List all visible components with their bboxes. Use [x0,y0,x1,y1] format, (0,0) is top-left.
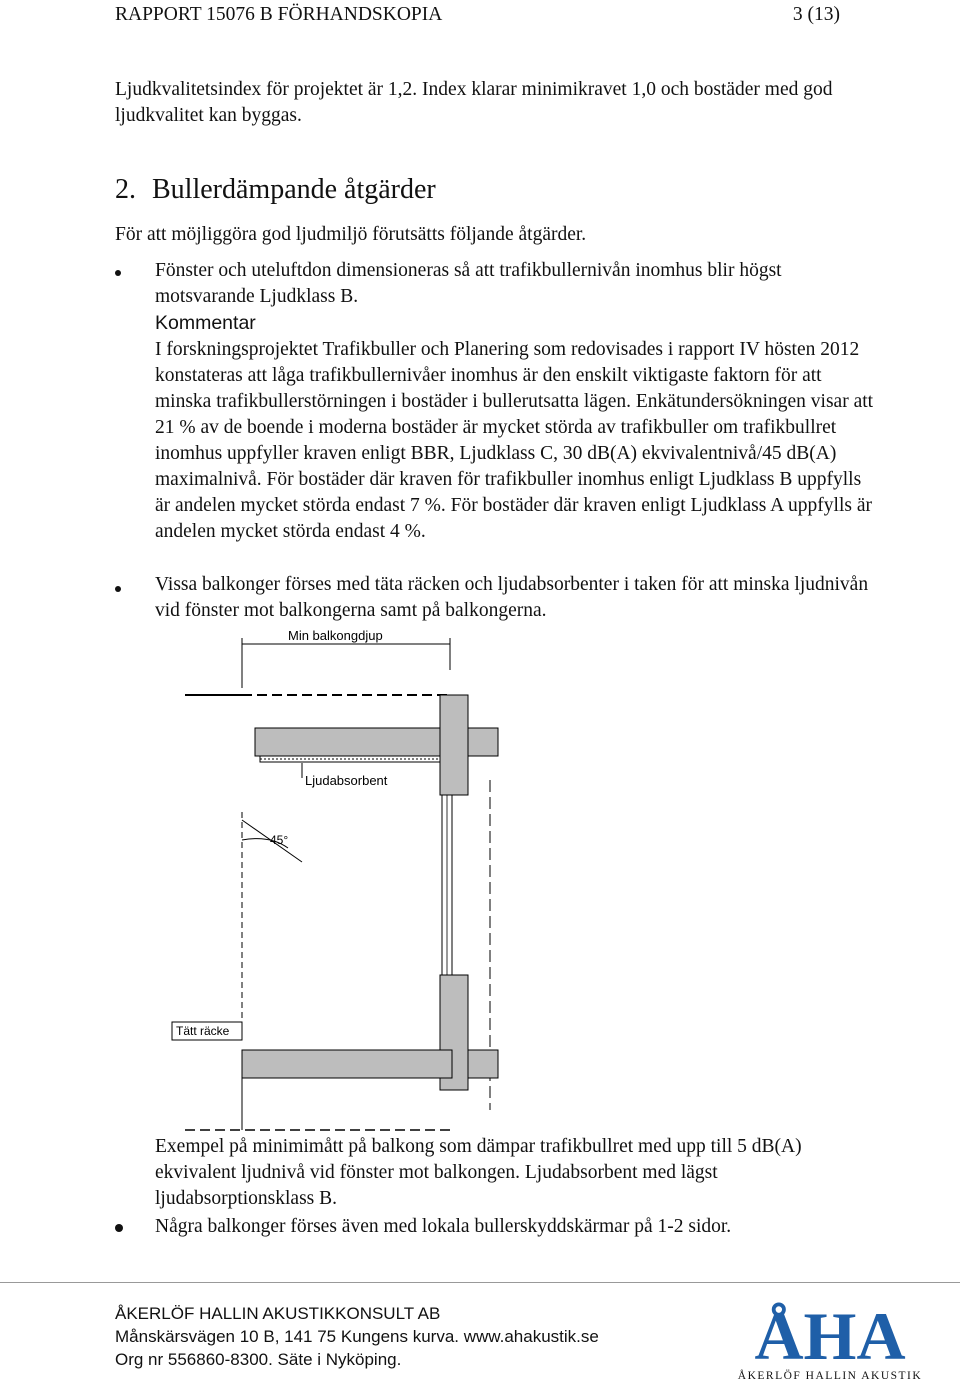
bullet-text: Fönster och uteluftdon dimensioneras så att trafikbullernivån inomhus blir högst motsvarande Ljudklass B. [155,260,782,307]
report-title: RAPPORT 15076 B FÖRHANDSKOPIA [115,4,443,25]
lower-balcony-slab [242,1050,452,1078]
footer-org: Org nr 556860-8300. Säte i Nyköping. [115,1350,402,1369]
logo-mark [730,1293,930,1383]
railing-label: Tätt räcke [176,1024,230,1038]
interior-slab-lower [468,1050,498,1078]
bullet-text: Vissa balkonger förses med täta räcken och ljudabsorbenter i taken för att minska ljudnivån vid fönster mot balkongerna samt på balkongerna. [155,574,869,621]
section-lead: För att möjliggöra god ljudmiljö förutsätts följande åtgärder. [115,224,587,245]
company-logo [730,1293,930,1383]
footer-address: Månskärsvägen 10 B, 141 75 Kungens kurva. www.ahakustik.se [115,1327,599,1346]
section-title: Bullerdämpande åtgärder [152,174,436,205]
comment-text: I forskningsprojektet Trafikbuller och Planering som redovisades i rapport IV hösten 2012 konstateras att låga trafikbullernivåer inomhus är den enskilt viktigaste faktorn för att minska trafikbullerstörningen i bostäder i bullerutsatta lägen. Enkätundersökningen visar att 21 % av de boende i moderna bostäder är mycket störda av trafikbuller om trafikbullret inomhus uppfyller kraven enligt BBR, Ljudklass C, 30 dB(A) ekvivalentnivå/45 dB(A) maximalnivå. För bostäder där kraven för trafikbuller inomhus enligt Ljudklass B uppfylls är andelen mycket störda endast 7 %. För bostäder där kraven enligt Ljudklass A uppfylls är andelen mycket störda endast 4 %. [155,339,874,542]
upper-balcony-slab [255,728,450,756]
bullet-text: Några balkonger förses även med lokala bullerskyddskärmar på 1-2 sidor. [155,1216,732,1237]
footer-divider [0,1282,960,1283]
interior-slab-upper [468,728,498,756]
section-number: 2. [115,174,136,205]
bullet-dot [115,270,121,276]
footer-company: ÅKERLÖF HALLIN AKUSTIKKONSULT AB [115,1304,441,1323]
absorbent-label: Ljudabsorbent [305,773,388,788]
figure-caption: Exempel på minimimått på balkong som dämpar trafikbullret med upp till 5 dB(A) ekvivalent ljudnivå vid fönster mot balkongen. Ljudabsorbent med lägst ljudabsorptionsklass B. [155,1136,802,1209]
comment-heading: Kommentar [155,312,256,334]
logo-name: ÅKERLÖF HALLIN AKUSTIK [737,1370,923,1382]
bullet-dot [115,586,121,592]
page-number: 3 (13) [792,4,840,25]
section-heading [115,174,436,206]
balcony-section-drawing [170,630,510,1135]
bullet-dot [115,1224,123,1232]
wall-upper [440,695,468,795]
angle-label: 45° [270,833,289,847]
logo-letters: ÅHA [754,1298,906,1374]
depth-label: Min balkongdjup [288,630,383,643]
intro-paragraph: Ljudkvalitetsindex för projektet är 1,2. Index klarar minimikravet 1,0 och bostäder med god ljudkvalitet kan byggas. [115,79,833,126]
